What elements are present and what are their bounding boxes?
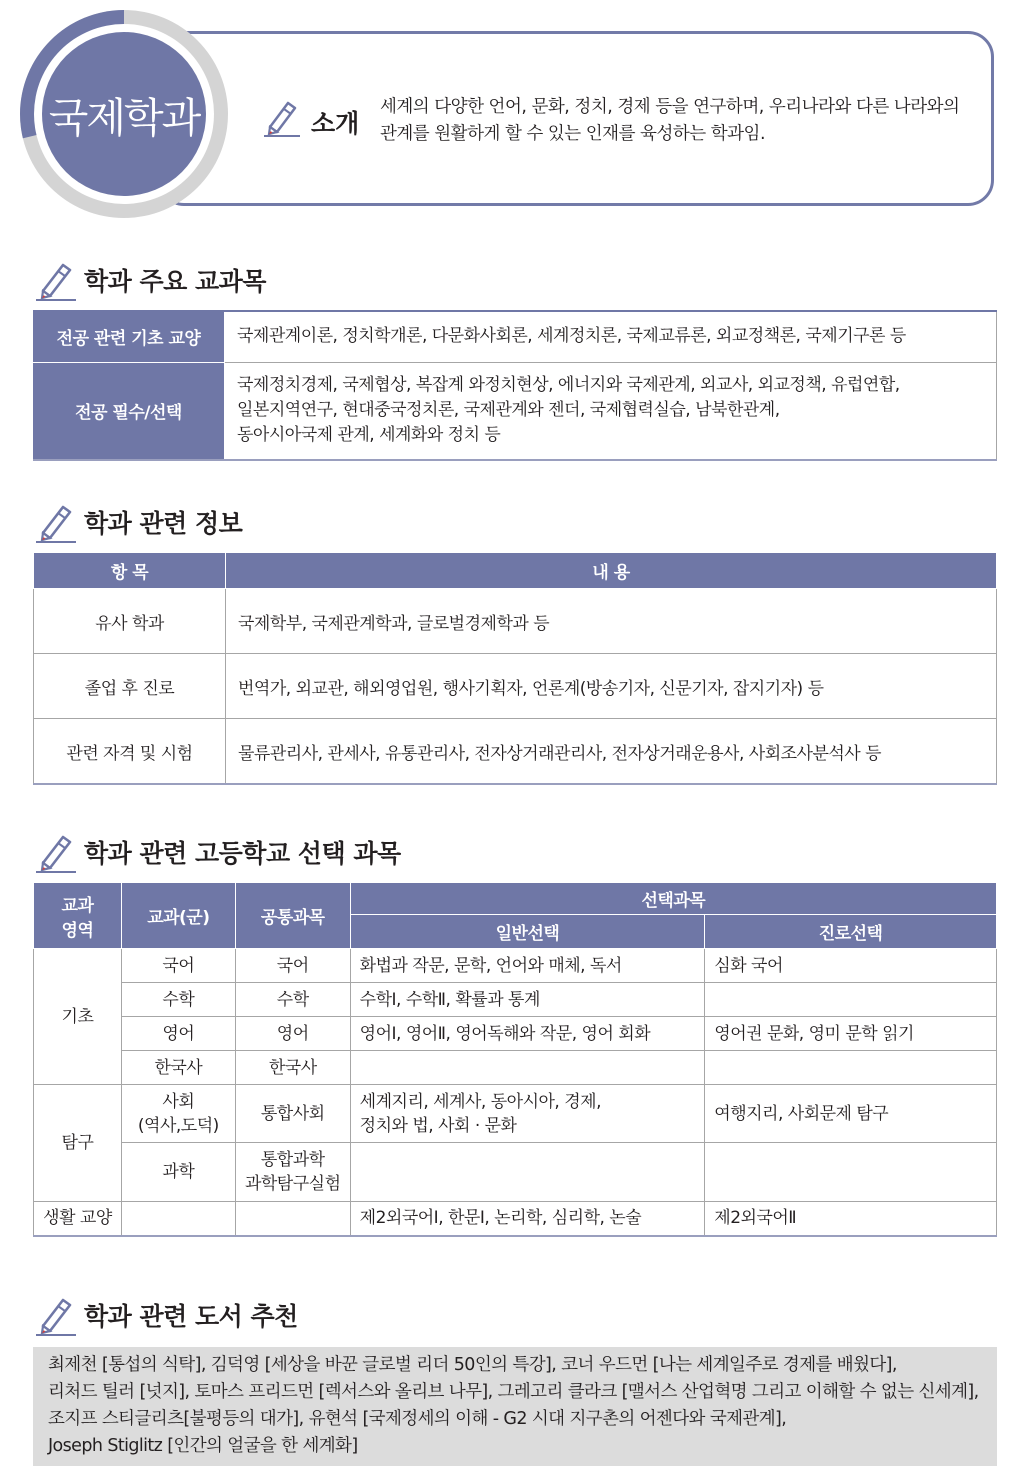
row-header: 전공 관련 기초 교양	[33, 311, 225, 362]
table-row	[34, 1143, 997, 1202]
table-cell: 생활 교양	[34, 1202, 122, 1236]
table-cell: 수학	[121, 983, 235, 1017]
header-line: 영역	[61, 920, 94, 941]
table-cell: 번역가, 외교관, 해외영업원, 행사기획자, 언론계(방송기자, 신문기자, 잡지기자) 등	[226, 654, 997, 719]
row-header: 전공 필수/선택	[33, 362, 225, 460]
table-cell: 영어	[121, 1017, 235, 1051]
table-cell: 영어Ⅰ, 영어Ⅱ, 영어독해와 작문, 영어 회화	[350, 1017, 705, 1051]
section-header-courses	[34, 258, 266, 302]
book-line: 리처드 틸러 [넛지], 토마스 프리드먼 [렉서스와 올리브 나무], 그레고리 클라크 [맬서스 산업혁명 그리고 이해할 수 없는 신세계],	[48, 1382, 979, 1402]
table-cell: 여행지리, 사회문제 탐구	[705, 1085, 997, 1143]
column-header	[34, 883, 122, 949]
section-header-books	[34, 1293, 298, 1337]
cell-line: 정치와 법, 사회 · 문화	[359, 1115, 517, 1136]
table-cell: 수학Ⅰ, 수학Ⅱ, 확률과 통계	[350, 983, 705, 1017]
table-cell: 국제관계이론, 정치학개론, 다문화사회론, 세계정치론, 국제교류론, 외교정책론, 국제기구론 등	[225, 311, 997, 362]
cell-line: 일본지역연구, 현대중국정치론, 국제관계와 젠더, 국제협력실습, 남북한관계,	[237, 400, 780, 421]
table-cell: 영어권 문화, 영미 문학 읽기	[705, 1017, 997, 1051]
table-cell: 통합사회	[235, 1085, 350, 1143]
table-cell	[350, 1051, 705, 1085]
table-row	[34, 949, 997, 983]
table-row	[33, 311, 997, 362]
table-cell: 영어	[235, 1017, 350, 1051]
table-cell	[235, 1202, 350, 1236]
table-row	[34, 589, 997, 654]
cell-line: 과학탐구실험	[244, 1174, 341, 1194]
section-header-info	[34, 500, 242, 544]
table-row	[34, 1051, 997, 1085]
table-cell: 제2외국어Ⅱ	[705, 1202, 997, 1236]
table-row	[34, 719, 997, 785]
pencil-icon	[34, 830, 78, 874]
column-header: 일반선택	[350, 915, 705, 949]
column-header: 공통과목	[235, 883, 350, 949]
table-header-row	[34, 883, 997, 915]
table-cell: 탐구	[34, 1085, 122, 1202]
column-header: 내 용	[226, 553, 997, 589]
table-cell: 과학	[121, 1143, 235, 1202]
table-header-row	[34, 553, 997, 589]
section-title: 학과 관련 도서 추천	[84, 1302, 298, 1331]
table-row	[34, 1202, 997, 1236]
table-cell	[705, 1143, 997, 1202]
table-cell	[350, 1085, 705, 1143]
table-cell: 한국사	[121, 1051, 235, 1085]
table-cell	[350, 1143, 705, 1202]
table-cell: 물류관리사, 관세사, 유통관리사, 전자상거래관리사, 전자상거래운용사, 사회조사분석사 등	[226, 719, 997, 785]
intro-line: 관계를 원활하게 할 수 있는 인재를 육성하는 학과임.	[380, 124, 766, 144]
department-title-text: 국제학과	[48, 93, 200, 142]
pencil-icon	[34, 1293, 78, 1337]
pencil-icon	[262, 97, 302, 137]
column-header: 교과(군)	[121, 883, 235, 949]
table-row	[34, 983, 997, 1017]
courses-table	[33, 310, 997, 461]
section-title: 학과 관련 고등학교 선택 과목	[84, 839, 401, 868]
intro-label: 소개	[311, 109, 360, 138]
section-title: 학과 관련 정보	[84, 509, 243, 538]
table-cell: 국어	[121, 949, 235, 983]
table-cell: 유사 학과	[34, 589, 226, 654]
table-cell: 화법과 작문, 문학, 언어와 매체, 독서	[350, 949, 705, 983]
table-cell	[121, 1085, 235, 1143]
table-cell: 한국사	[235, 1051, 350, 1085]
cell-line: (역사,도덕)	[137, 1115, 219, 1136]
table-cell: 제2외국어Ⅰ, 한문Ⅰ, 논리학, 심리학, 논술	[350, 1202, 705, 1236]
table-cell: 국제학부, 국제관계학과, 글로벌경제학과 등	[226, 589, 997, 654]
hs-subjects-table	[33, 882, 997, 1237]
cell-line: 국제정치경제, 국제협상, 복잡계 와정치현상, 에너지와 국제관계, 외교사, 외교정책, 유럽연합,	[237, 375, 900, 396]
table-row	[34, 1017, 997, 1051]
column-header: 선택과목	[350, 883, 996, 915]
table-cell	[225, 362, 997, 460]
table-cell	[121, 1202, 235, 1236]
intro-line: 세계의 다양한 언어, 문화, 정치, 경제 등을 연구하며, 우리나라와 다른 나라와의	[380, 97, 960, 117]
table-cell: 기초	[34, 949, 122, 1085]
column-header: 진로선택	[705, 915, 997, 949]
table-row	[34, 654, 997, 719]
section-header-hs	[34, 830, 401, 874]
table-cell: 졸업 후 진로	[34, 654, 226, 719]
table-cell: 심화 국어	[705, 949, 997, 983]
cell-line: 동아시아국제 관계, 세계화와 정치 등	[237, 425, 501, 446]
table-cell: 국어	[235, 949, 350, 983]
intro-text	[380, 94, 980, 148]
table-cell	[235, 1143, 350, 1202]
table-row	[34, 1085, 997, 1143]
book-line: 최제천 [통섭의 식탁], 김덕영 [세상을 바꾼 글로벌 리더 50인의 특강], 코너 우드먼 [나는 세계일주로 경제를 배웠다],	[48, 1355, 897, 1375]
table-row	[33, 362, 997, 460]
column-header: 항 목	[34, 553, 226, 589]
cell-line: 사회	[162, 1091, 195, 1112]
book-recommendations	[33, 1347, 997, 1466]
book-line: Joseph Stiglitz [인간의 얼굴을 한 세계화]	[48, 1436, 358, 1456]
info-table	[33, 552, 997, 785]
table-cell: 관련 자격 및 시험	[34, 719, 226, 785]
table-cell	[705, 1051, 997, 1085]
cell-line: 통합과학	[260, 1150, 325, 1170]
department-title	[42, 32, 206, 196]
pencil-icon	[34, 258, 78, 302]
header-line: 교과	[61, 895, 94, 916]
book-line: 조지프 스티글리츠[불평등의 대가], 유현석 [국제정세의 이해 - G2 시대 지구촌의 어젠다와 국제관계],	[48, 1409, 787, 1429]
pencil-icon	[34, 500, 78, 544]
section-title: 학과 주요 교과목	[84, 267, 266, 296]
table-cell: 수학	[235, 983, 350, 1017]
table-cell	[705, 983, 997, 1017]
cell-line: 세계지리, 세계사, 동아시아, 경제,	[359, 1091, 601, 1112]
